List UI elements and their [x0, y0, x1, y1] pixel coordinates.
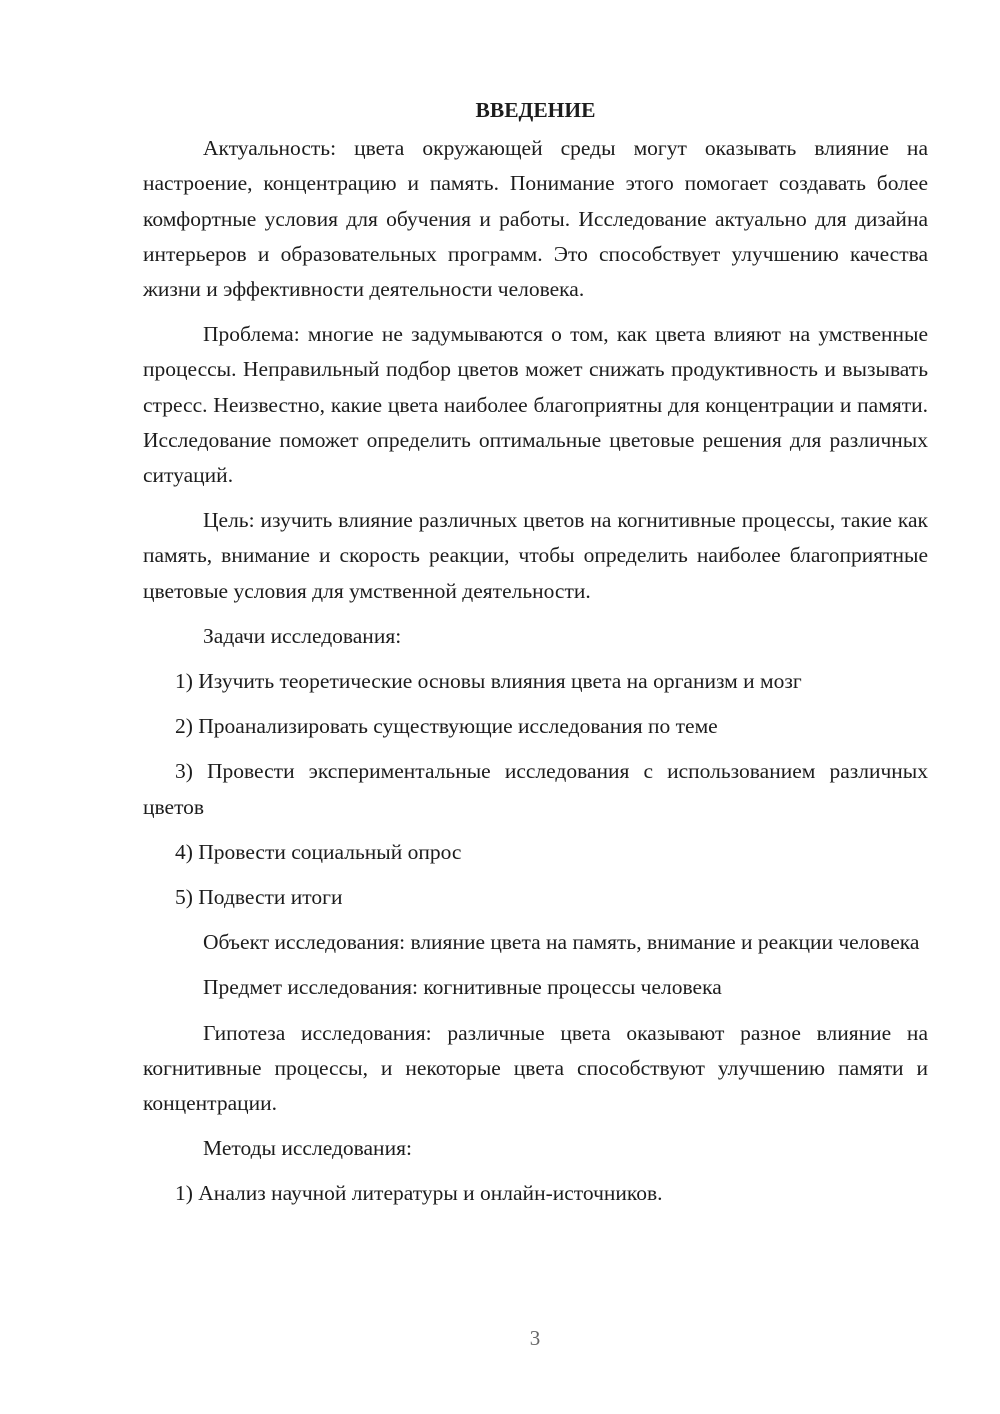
hypothesis-paragraph: Гипотеза исследования: различные цвета оказывают разное влияние на когнитивные процессы, и некоторые цвета способствуют улучшению памяти и концентрации. [143, 1020, 928, 1116]
document-body [143, 93, 928, 1212]
task-item: 3) Провести экспериментальные исследования с использованием различных цветов [143, 759, 928, 819]
page-title: ВВЕДЕНИЕ [475, 98, 596, 122]
tasks-heading: Задачи исследования: [203, 623, 402, 648]
goal-paragraph: Цель: изучить влияние различных цветов на когнитивные процессы, такие как память, внимание и скорость реакции, чтобы определить наиболее благоприятные цветовые условия для умственной деятельности. [143, 508, 928, 603]
subject-paragraph: Предмет исследования: когнитивные процессы человека [203, 975, 722, 1000]
object-paragraph: Объект исследования: влияние цвета на память, внимание и реакции человека [203, 930, 920, 955]
page-number: 3 [529, 1326, 541, 1350]
method-item: 1) Анализ научной литературы и онлайн-источников. [175, 1181, 663, 1206]
relevance-paragraph: Актуальность: цвета окружающей среды могут оказывать влияние на настроение, концентрацию и память. Понимание этого помогает создавать более комфортные условия для обучения и работы. Исследование актуально для дизайна интерьеров и образовательных программ. Это способствует улучшению качества жизни и эффективности деятельности человека. [143, 136, 928, 302]
task-item: 4) Провести социальный опрос [175, 839, 462, 864]
methods-heading: Методы исследования: [203, 1136, 412, 1161]
task-item: 1) Изучить теоретические основы влияния цвета на организм и мозг [175, 669, 802, 694]
task-item: 5) Подвести итоги [175, 885, 343, 910]
problem-paragraph: Проблема: многие не задумываются о том, как цвета влияют на умственные процессы. Неправильный подбор цветов может снижать продуктивность и вызывать стресс. Неизвестно, какие цвета наиболее благоприятны для концентрации и памяти. Исследование поможет определить оптимальные цветовые решения для различных ситуаций. [143, 322, 928, 488]
task-item: 2) Проанализировать существующие исследования по теме [175, 714, 718, 739]
